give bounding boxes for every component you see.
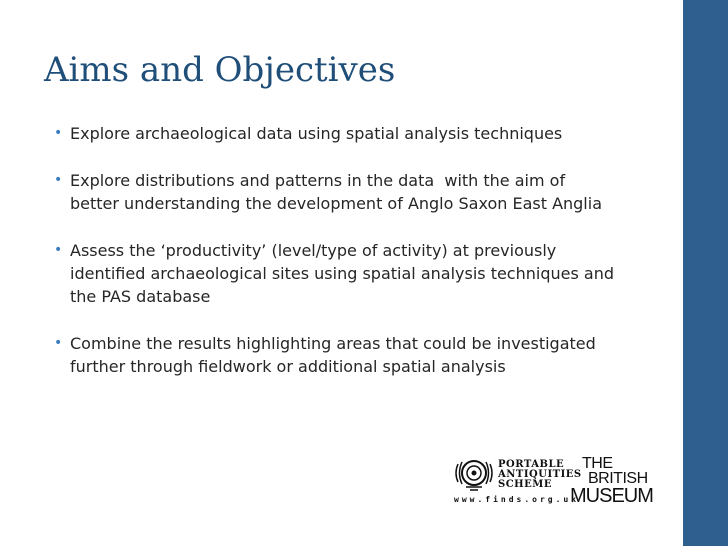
bullet-text-line: Assess the ‘productivity’ (level/type of activity) at previously — [70, 241, 557, 260]
bullet-text-line: further through fieldwork or additional spatial analysis — [70, 357, 506, 376]
slide-title: Aims and Objectives — [44, 50, 396, 90]
bullet-dot-icon: • — [54, 172, 63, 188]
bullet-dot-icon: • — [54, 125, 63, 141]
bullet-text-line: identified archaeological sites using spatial analysis techniques and — [70, 264, 614, 283]
pas-wordmark-line: PORTABLE — [498, 459, 565, 470]
bullet-dot-icon: • — [54, 335, 63, 351]
bullet-text-line: Explore archaeological data using spatial analysis techniques — [70, 124, 563, 143]
bullet-item — [54, 122, 664, 145]
bullet-text-line: better understanding the development of Anglo Saxon East Anglia — [70, 194, 602, 213]
pas-wordmark-line: ANTIQUITIES — [498, 469, 582, 480]
pas-wordmark-line: SCHEME — [498, 479, 552, 490]
bullet-dot-icon: • — [54, 242, 63, 258]
bullet-item — [54, 332, 664, 378]
bm-wordmark-line: THE — [582, 455, 613, 472]
bullet-text-line: Combine the results highlighting areas that could be investigated — [70, 334, 596, 353]
bullet-list — [54, 122, 664, 402]
bullet-text-line: the PAS database — [70, 287, 211, 306]
bm-wordmark-line: BRITISH — [588, 470, 648, 487]
bullet-item — [54, 169, 664, 215]
bullet-text-line: Explore distributions and patterns in the data with the aim of — [70, 171, 566, 190]
accent-sidebar — [683, 0, 728, 546]
pas-url: www.finds.org.uk — [454, 495, 580, 504]
footer-logos — [452, 454, 662, 510]
bullet-item — [54, 239, 664, 308]
bm-wordmark-line: MUSEUM — [570, 485, 653, 507]
british-museum-logo — [570, 456, 656, 508]
pas-emblem-icon — [452, 458, 496, 492]
